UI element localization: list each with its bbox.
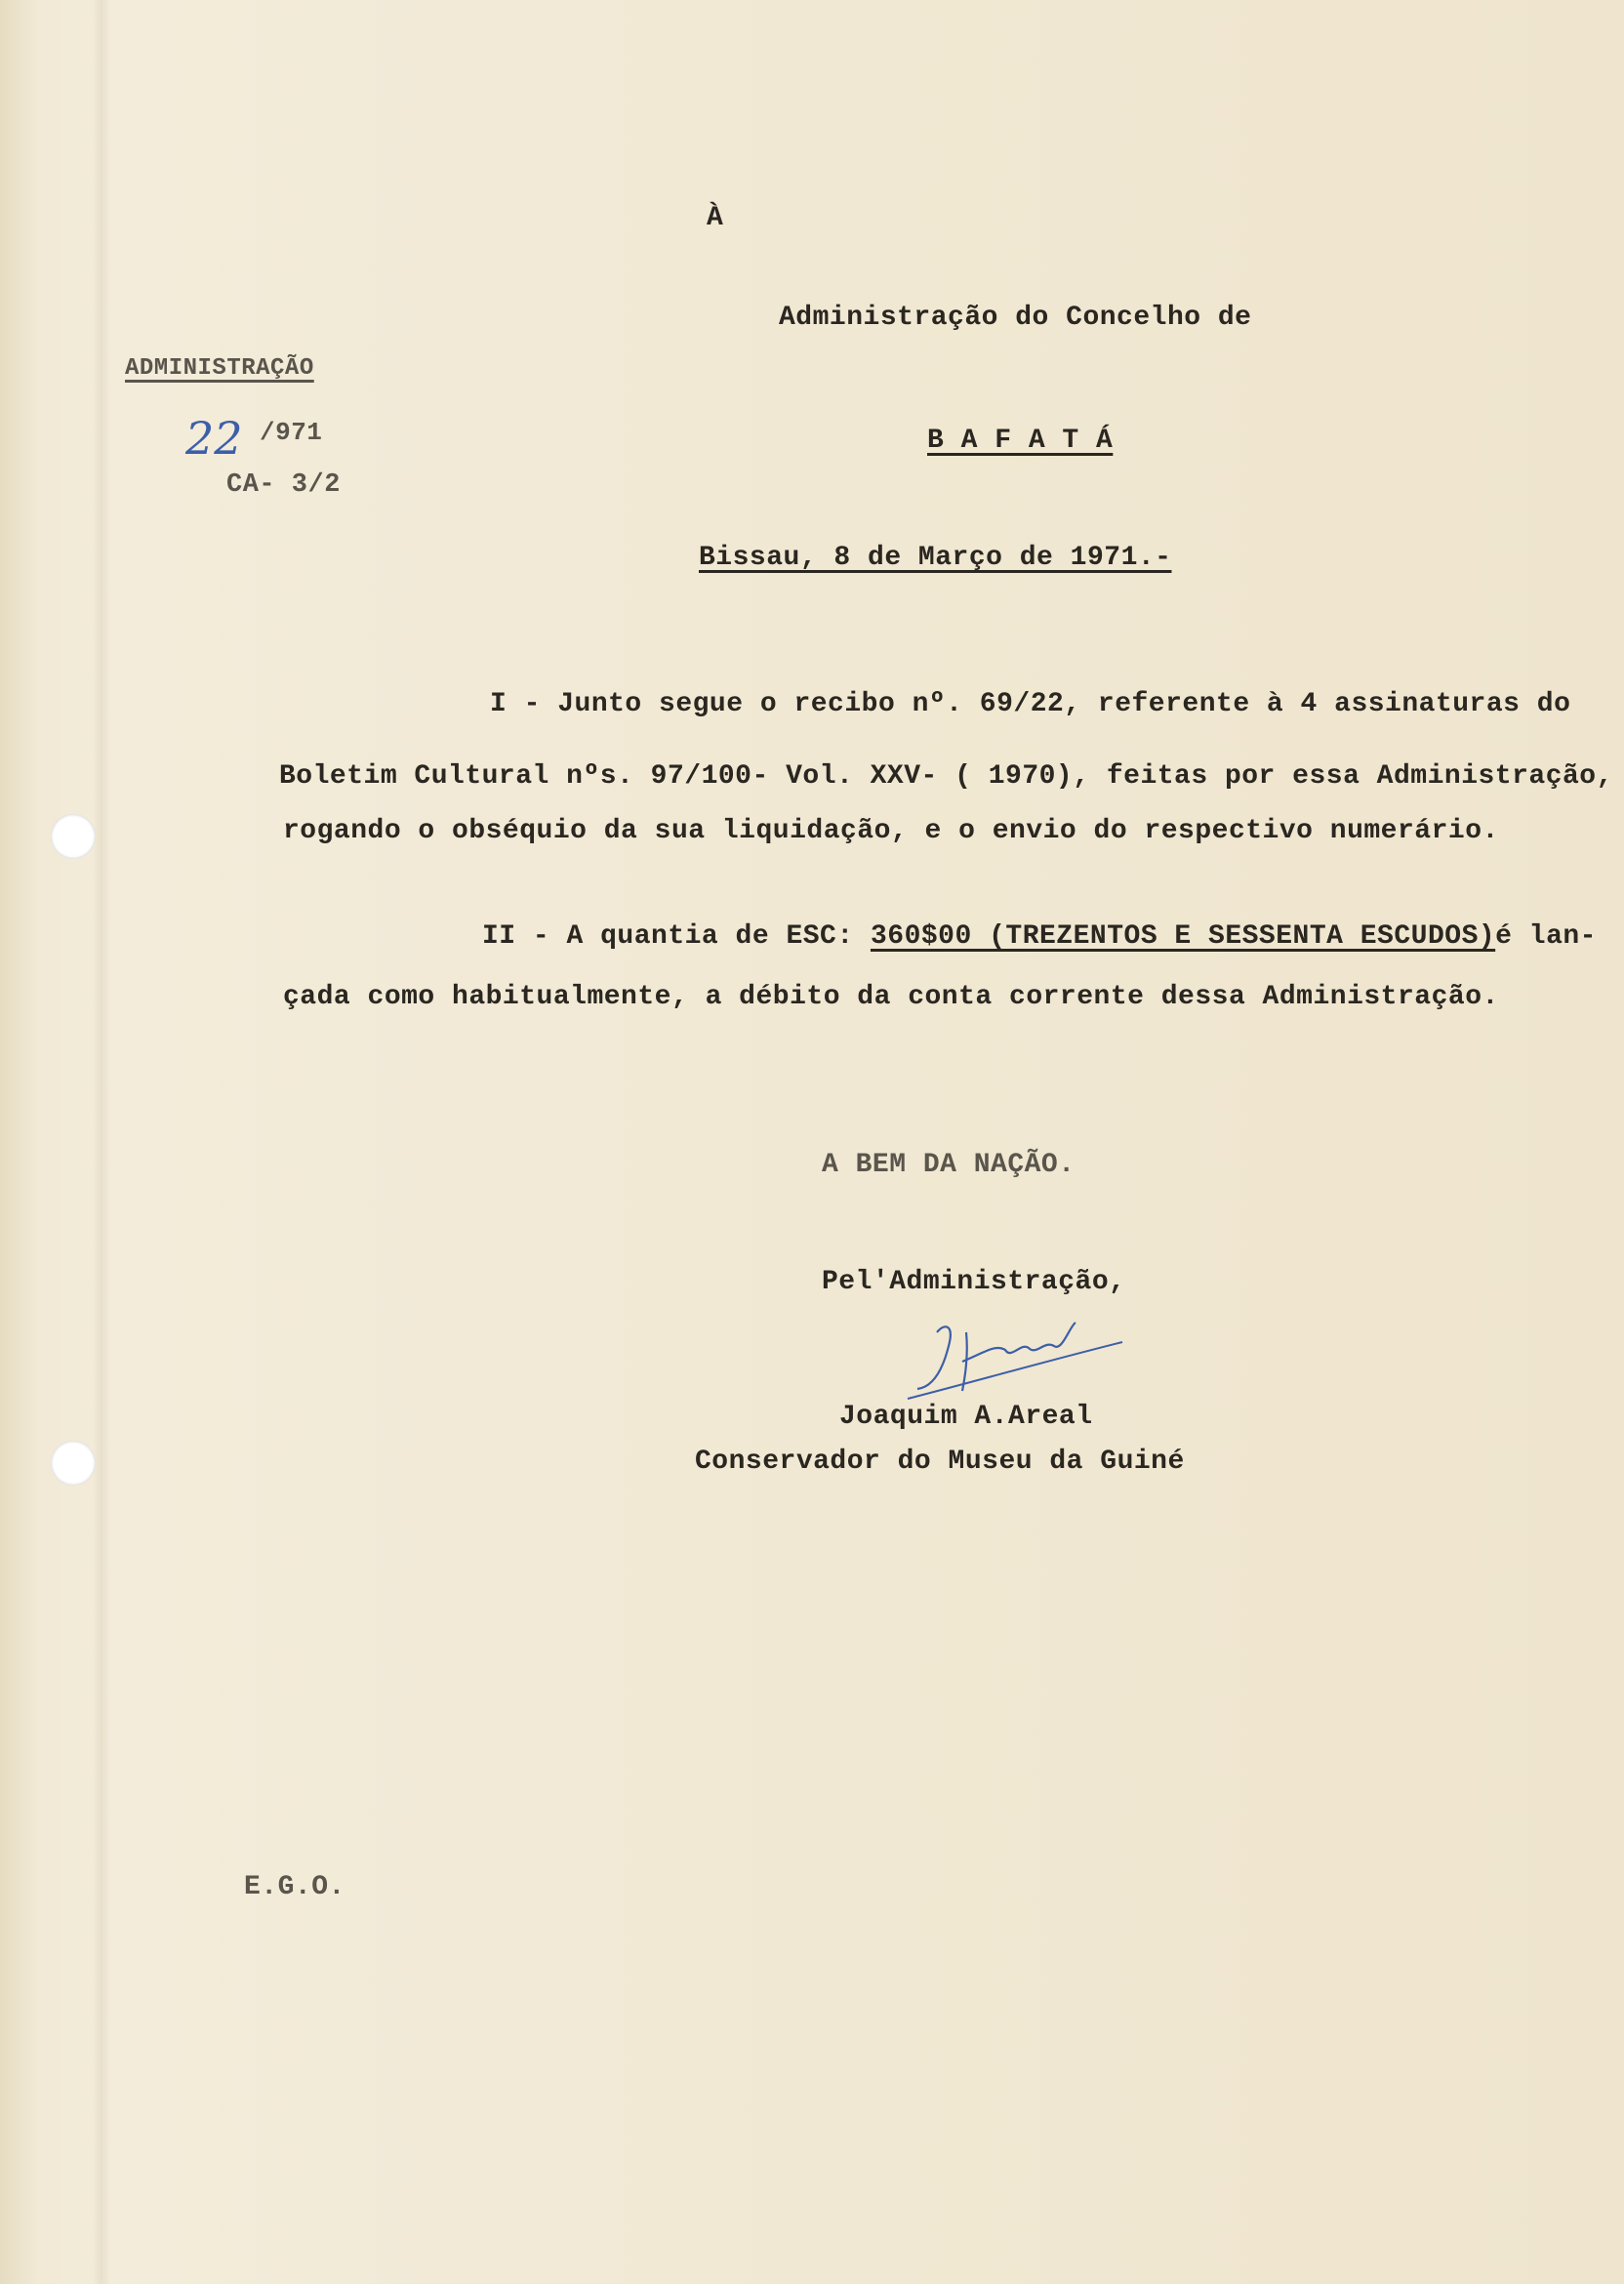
footer-initials: E.G.O.	[244, 1872, 345, 1902]
paragraph2-tail: é lan-	[1495, 921, 1597, 952]
recipient-line: Administração do Concelho de	[779, 303, 1252, 333]
amount-text: 360$00 (TREZENTOS E SESSENTA ESCUDOS)	[870, 921, 1496, 952]
paragraph2-line1	[482, 921, 1597, 952]
reference-number-handwritten: 22	[185, 412, 243, 465]
paragraph2-line2: çada como habitualmente, a débito da conta corrente dessa Administração.	[283, 982, 1499, 1012]
reference-department: ADMINISTRAÇÃO	[125, 355, 314, 382]
paragraph1-line2: Boletim Cultural nºs. 97/100- Vol. XXV- ( 1970), feitas por essa Administração,	[279, 761, 1613, 792]
paper-fold	[93, 0, 110, 2284]
signoff: Pel'Administração,	[822, 1267, 1126, 1297]
paragraph2-lead: II - A quantia de ESC:	[482, 921, 871, 952]
signature	[898, 1303, 1132, 1410]
punch-hole-top	[51, 814, 96, 859]
punch-hole-bottom	[51, 1441, 96, 1486]
reference-code: CA- 3/2	[226, 470, 341, 500]
closing-salutation: A BEM DA NAÇÃO.	[822, 1150, 1076, 1180]
reference-number-typed: /971	[260, 418, 323, 447]
date-line: Bissau, 8 de Março de 1971.-	[699, 543, 1172, 573]
paragraph1-line1: I - Junto segue o recibo nº. 69/22, referente à 4 assinaturas do	[490, 689, 1571, 719]
paragraph1-line3: rogando o obséquio da sua liquidação, e o envio do respectivo numerário.	[283, 816, 1499, 846]
recipient-place: B A F A T Á	[927, 426, 1114, 456]
signatory-name: Joaquim A.Areal	[839, 1402, 1093, 1432]
recipient-prefix: À	[707, 203, 724, 233]
signatory-title: Conservador do Museu da Guiné	[695, 1447, 1185, 1477]
